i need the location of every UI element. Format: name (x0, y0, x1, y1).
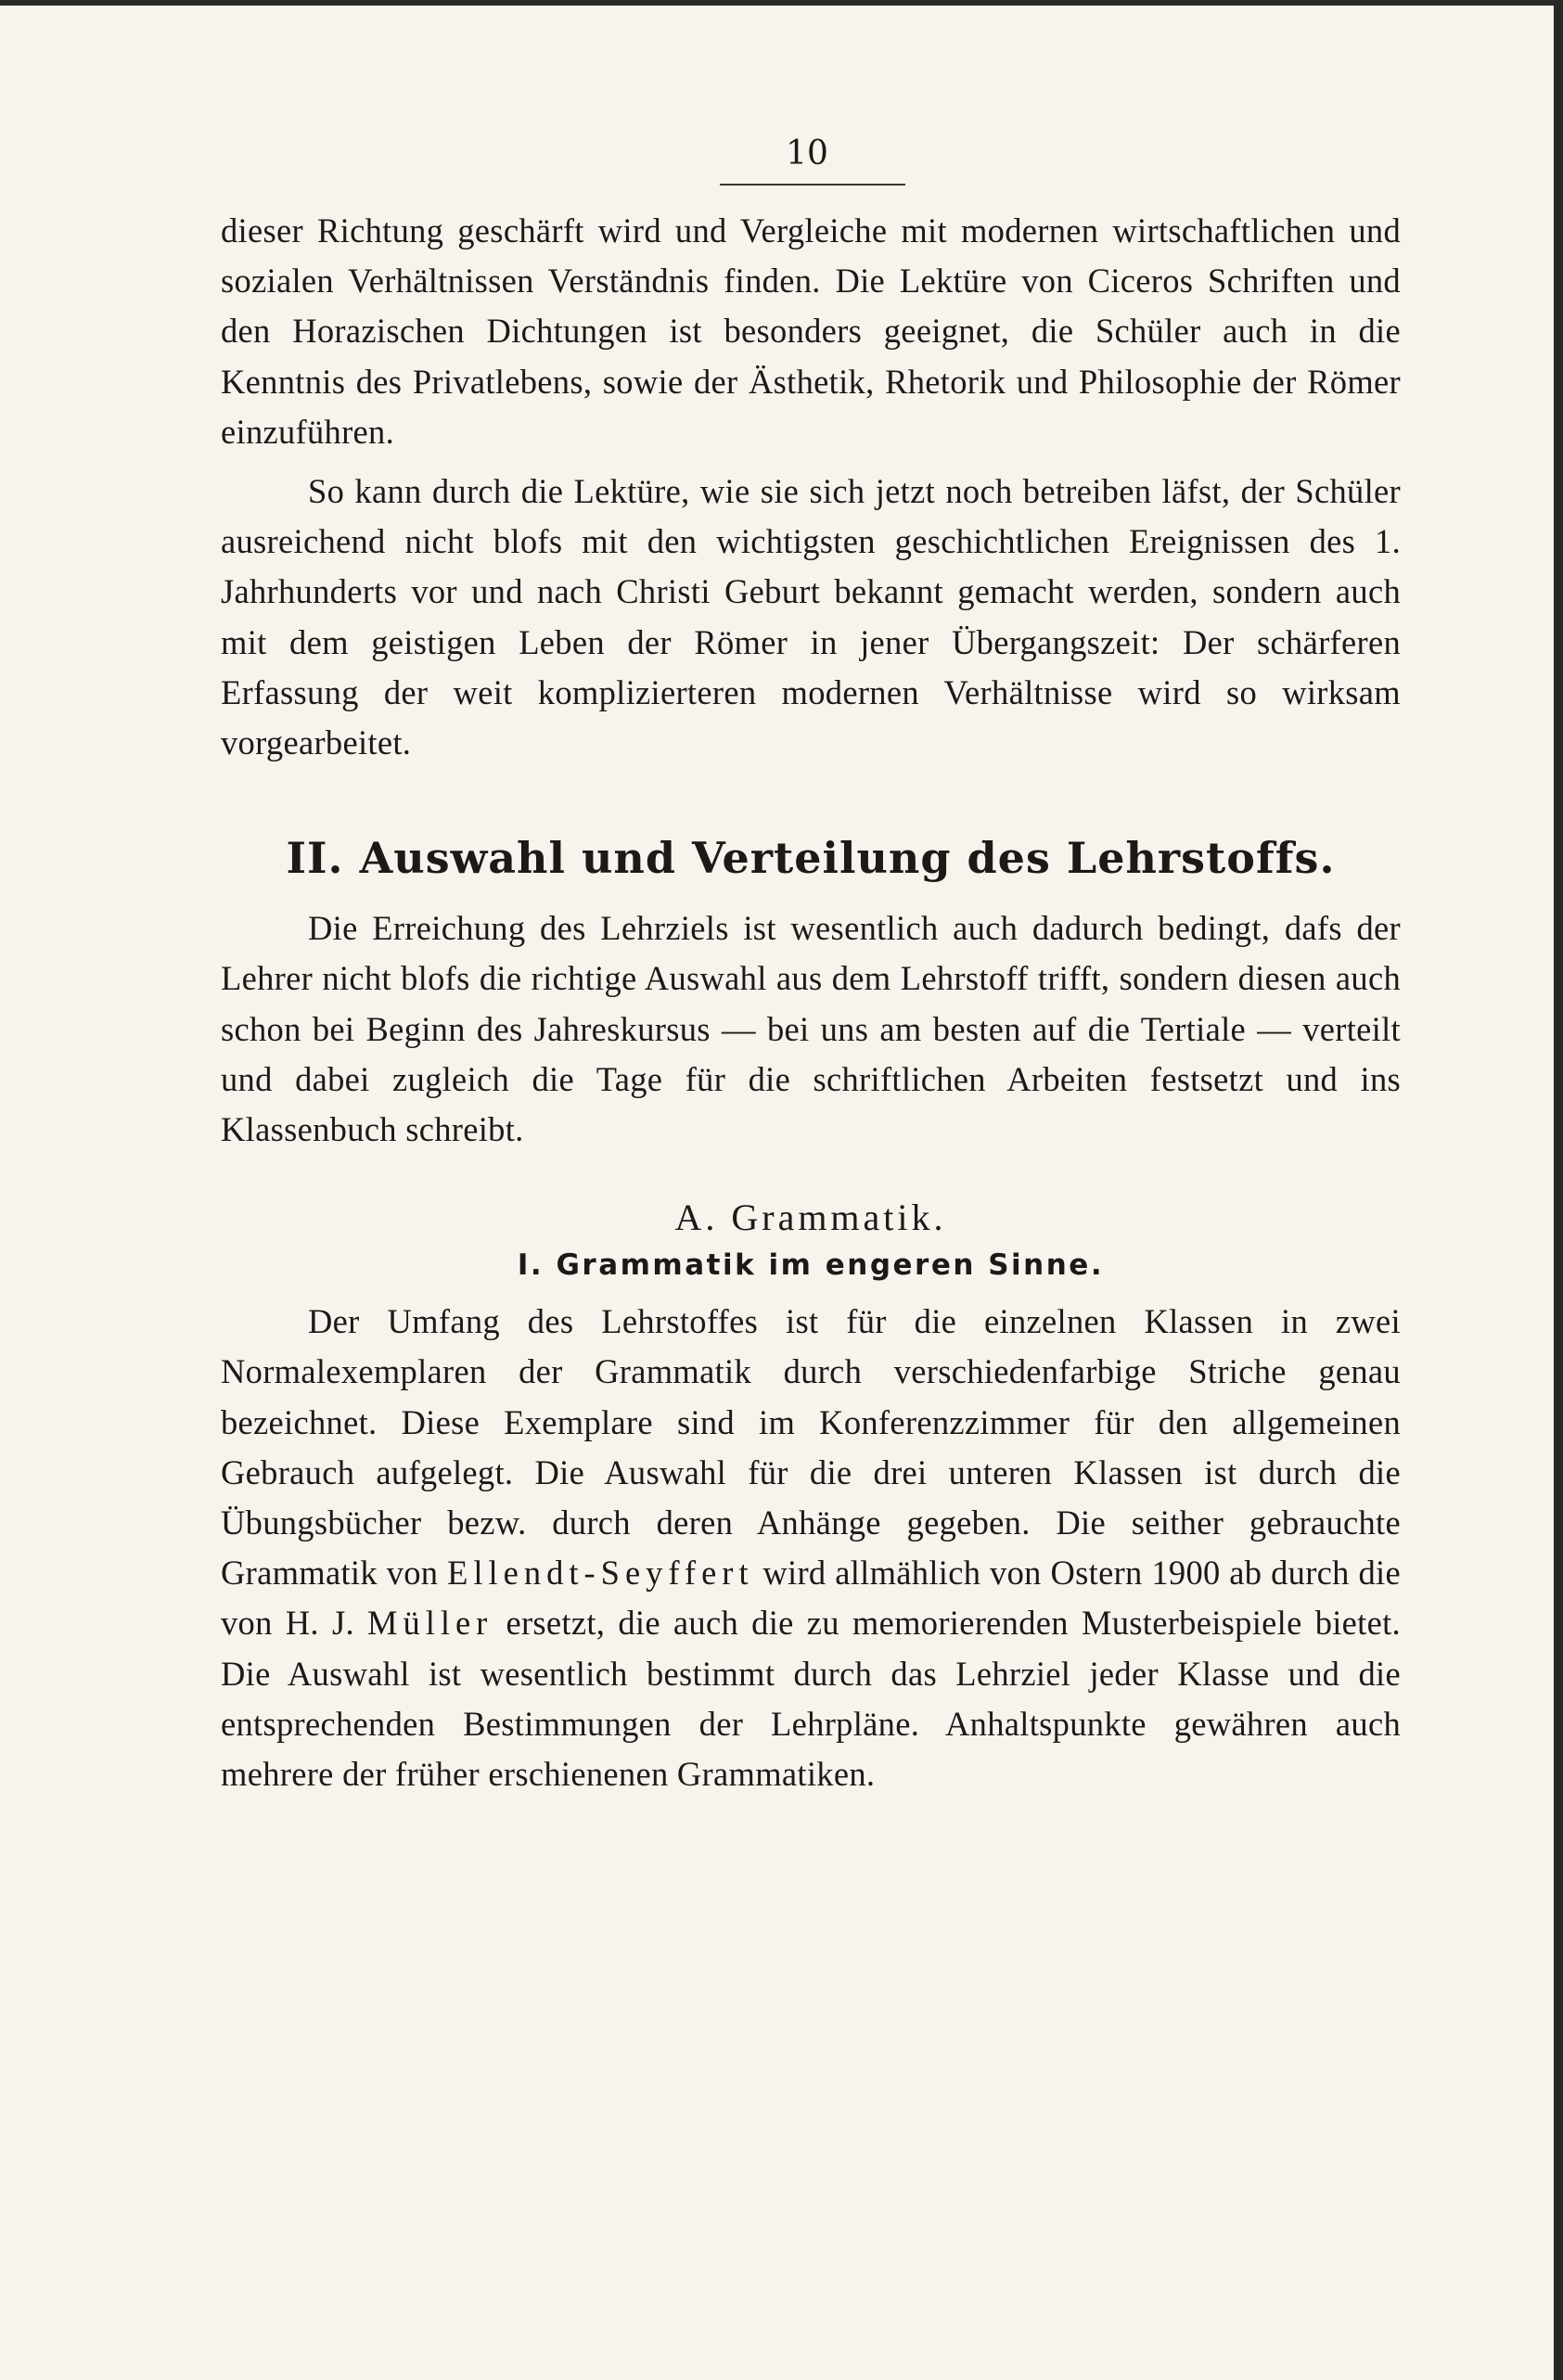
section-paragraph: Die Erreichung des Lehrziels ist wesentlich auch dadurch bedingt, dafs der Lehrer nicht blofs die richtige Auswahl aus dem Lehrstoff trifft, sondern diesen auch schon bei Beginn des Jahreskursus — bei uns am besten auf die Tertiale — verteilt und dabei zugleich die Tage für die schriftlichen Arbeiten festsetzt und ins Klassenbuch schreibt. (221, 909, 1401, 1149)
scan-top-edge (0, 0, 1563, 6)
author-mueller: Müller (367, 1604, 493, 1643)
paragraph-gap (221, 457, 1401, 467)
author-ellendt-seyffert: Ellendt-Seyffert (447, 1554, 754, 1593)
page-number: 10 (786, 134, 828, 173)
page-content (221, 206, 1401, 1799)
second-paragraph: So kann durch die Lektüre, wie sie sich jetzt noch betreiben läfst, der Schüler ausreichend nicht blofs mit den wichtigsten geschichtlichen Ereignissen des 1. Jahrhunderts vor und nach Christi Geburt bekannt gemacht werden, sondern auch mit dem geistigen Leben der Römer in jener Übergangszeit: Der schärferen Erfassung der weit komplizierteren modernen Verhältnisse wird so wirksam vorgearbeitet. (221, 472, 1401, 762)
section-heading: II. Auswahl und Verteilung des Lehrstoffs. (286, 833, 1336, 884)
subsubsection-heading: I. Grammatik im engeren Sinne. (517, 1248, 1105, 1283)
final-paragraph-part3: ersetzt, die auch die zu memorierenden Musterbeispiele bietet. Die Auswahl ist wesentlich bestimmt durch das Lehrziel jeder Klasse und die entsprechenden Bestimmungen der Lehrpläne. Anhaltspunkte gewähren auch mehrere der früher erschienenen Grammatiken. (221, 1604, 1401, 1794)
final-paragraph (221, 1297, 1401, 1799)
final-paragraph-part1: Der Umfang des Lehrstoffes ist für die einzelnen Klassen in zwei Normalexemplaren der Grammatik durch verschiedenfarbige Striche genau bezeichnet. Diese Exemplare sind im Konferenzzimmer für den allgemeinen Gebrauch aufgelegt. Die Auswahl für die drei unteren Klassen ist durch die Übungsbücher bezw. durch deren Anhänge gegeben. Die seither gebrauchte Grammatik von (221, 1302, 1401, 1593)
final-paragraph-part2: wird allmählich von Ostern 1900 ab durch die von H. J. (221, 1554, 1401, 1643)
subsection-heading: A. Grammatik. (674, 1196, 947, 1239)
page-number-rule (720, 184, 905, 186)
intro-paragraph: dieser Richtung geschärft wird und Vergleiche mit modernen wirtschaftlichen und sozialen Verhältnissen Verständnis finden. Die Lektüre von Ciceros Schriften und den Horazischen Dichtungen ist besonders geeignet, die Schüler auch in die Kenntnis des Privatlebens, sowie der Ästhetik, Rhetorik und Philosophie der Römer einzuführen. (221, 211, 1401, 451)
